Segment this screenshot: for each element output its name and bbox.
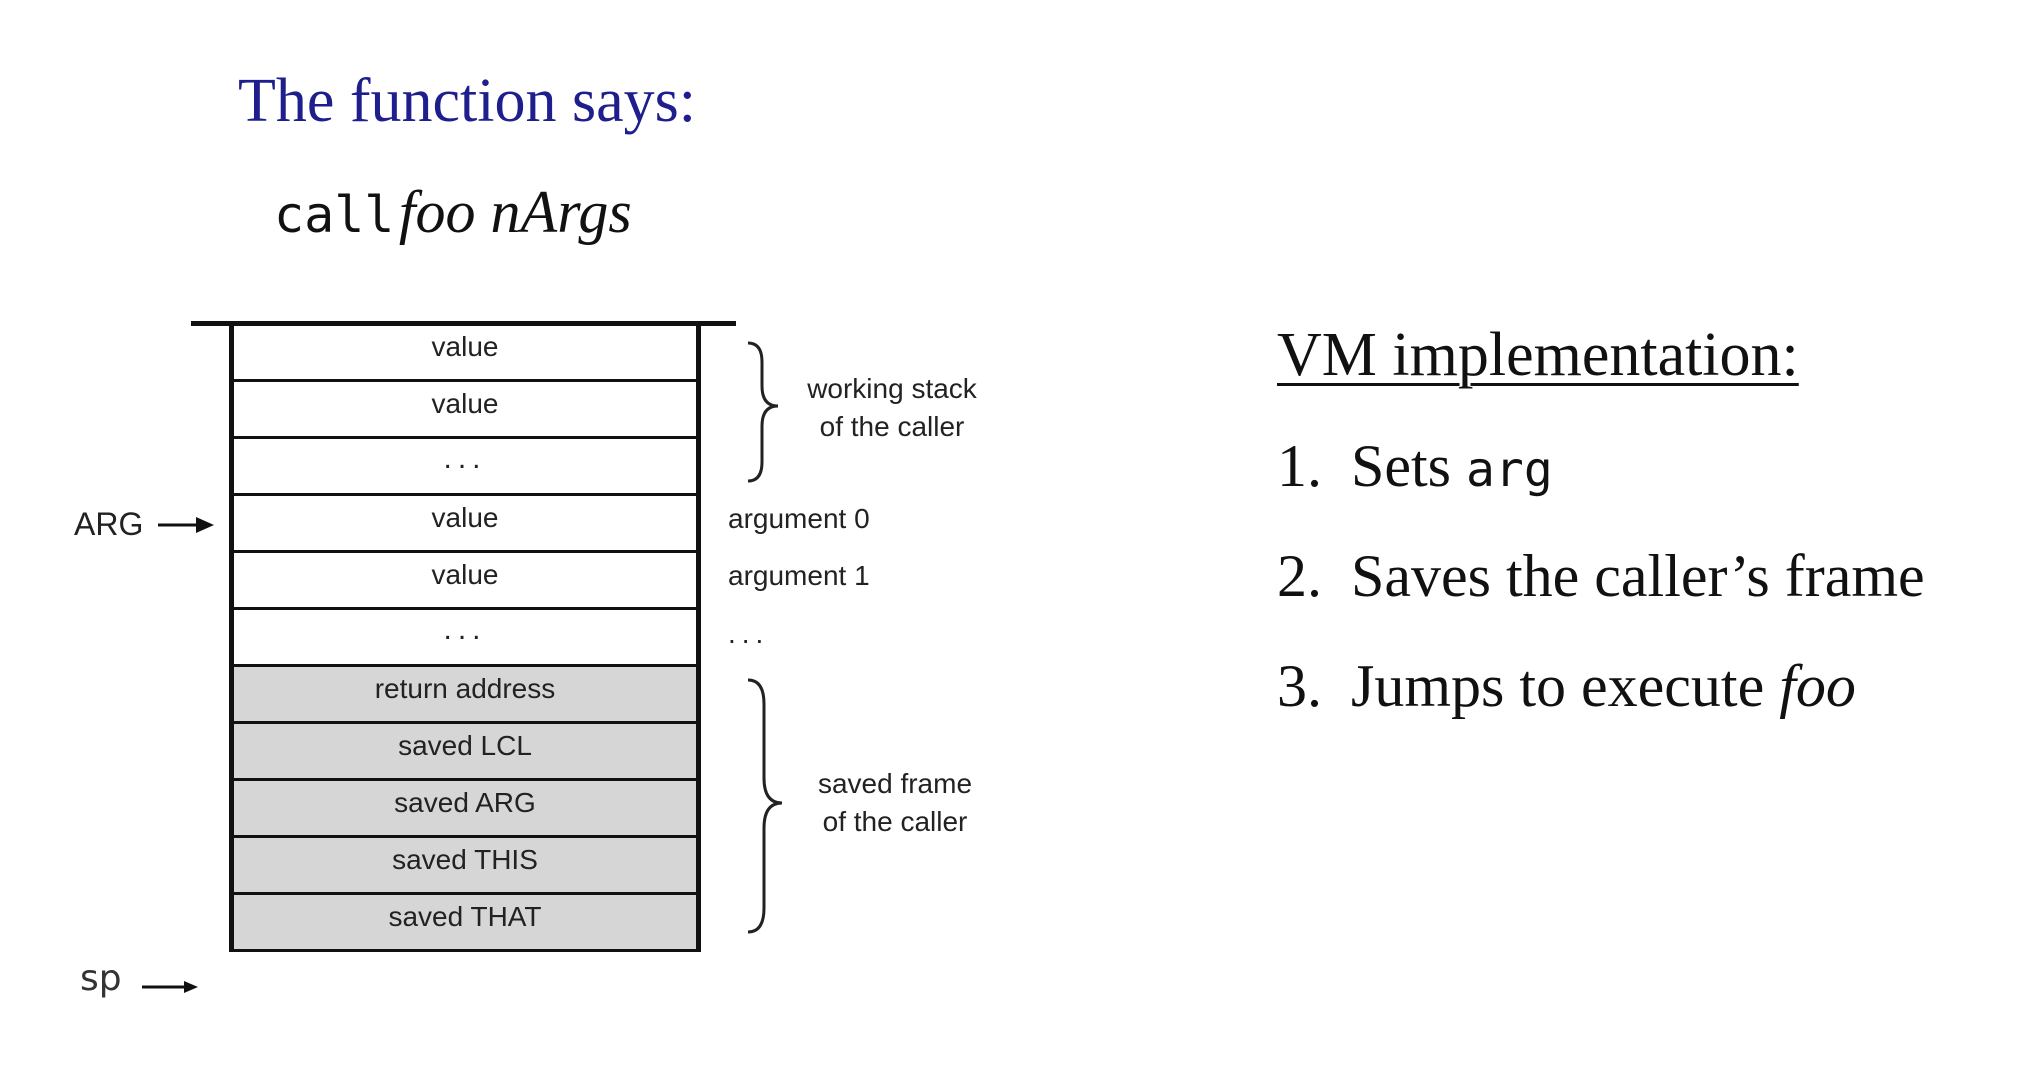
working-stack-brace bbox=[748, 343, 778, 481]
step-italic: foo bbox=[1779, 653, 1856, 719]
step-text: Saves the caller’s frame bbox=[1351, 543, 1925, 609]
saved-frame-label-line: of the caller bbox=[822, 806, 968, 837]
stack-cell-saved-arg: saved ARG bbox=[234, 781, 696, 838]
step-text: Jumps to execute bbox=[1351, 653, 1780, 719]
stack-cell-return-address: return address bbox=[234, 667, 696, 724]
working-stack-label bbox=[782, 370, 1002, 446]
sp-arrow-head bbox=[184, 981, 198, 993]
stack-cell-saved-that: saved THAT bbox=[234, 895, 696, 949]
step-text: Sets bbox=[1351, 433, 1467, 499]
saved-frame-label bbox=[795, 765, 995, 841]
vm-step-3 bbox=[1277, 652, 1856, 721]
vm-implementation-heading: VM implementation: bbox=[1277, 321, 1799, 389]
sp-pointer-label: sp bbox=[80, 958, 122, 999]
saved-frame-label-line: saved frame bbox=[817, 768, 973, 799]
step-code: arg bbox=[1466, 442, 1553, 498]
stack-cell-value: value bbox=[234, 325, 696, 382]
working-stack-label-line: of the caller bbox=[819, 411, 965, 442]
stack-diagram bbox=[229, 325, 701, 952]
saved-frame-brace bbox=[748, 680, 782, 932]
slide-title: The function says: bbox=[238, 67, 697, 135]
call-keyword: call bbox=[274, 186, 395, 244]
argument-ellipsis-label: ... bbox=[728, 618, 770, 649]
step-number: 2. bbox=[1277, 543, 1322, 609]
stack-cell-argument-1: value bbox=[234, 553, 696, 610]
arg-arrow-head bbox=[196, 517, 214, 533]
argument-1-label: argument 1 bbox=[728, 560, 870, 591]
step-number: 1. bbox=[1277, 433, 1322, 499]
stack-cell-saved-lcl: saved LCL bbox=[234, 724, 696, 781]
call-arguments: foo nArgs bbox=[398, 179, 632, 245]
vm-step-1 bbox=[1277, 432, 1553, 501]
argument-0-label: argument 0 bbox=[728, 503, 870, 534]
stack-cell-ellipsis: ... bbox=[234, 439, 696, 496]
step-number: 3. bbox=[1277, 653, 1322, 719]
stack-cell-ellipsis: ... bbox=[234, 610, 696, 667]
working-stack-label-line: working stack bbox=[807, 373, 977, 404]
arg-pointer-label: ARG bbox=[74, 506, 144, 542]
call-command bbox=[274, 178, 632, 247]
stack-cell-value: value bbox=[234, 382, 696, 439]
vm-step-2 bbox=[1277, 542, 1925, 611]
stack-cell-saved-this: saved THIS bbox=[234, 838, 696, 895]
stack-cell-argument-0: value bbox=[234, 496, 696, 553]
